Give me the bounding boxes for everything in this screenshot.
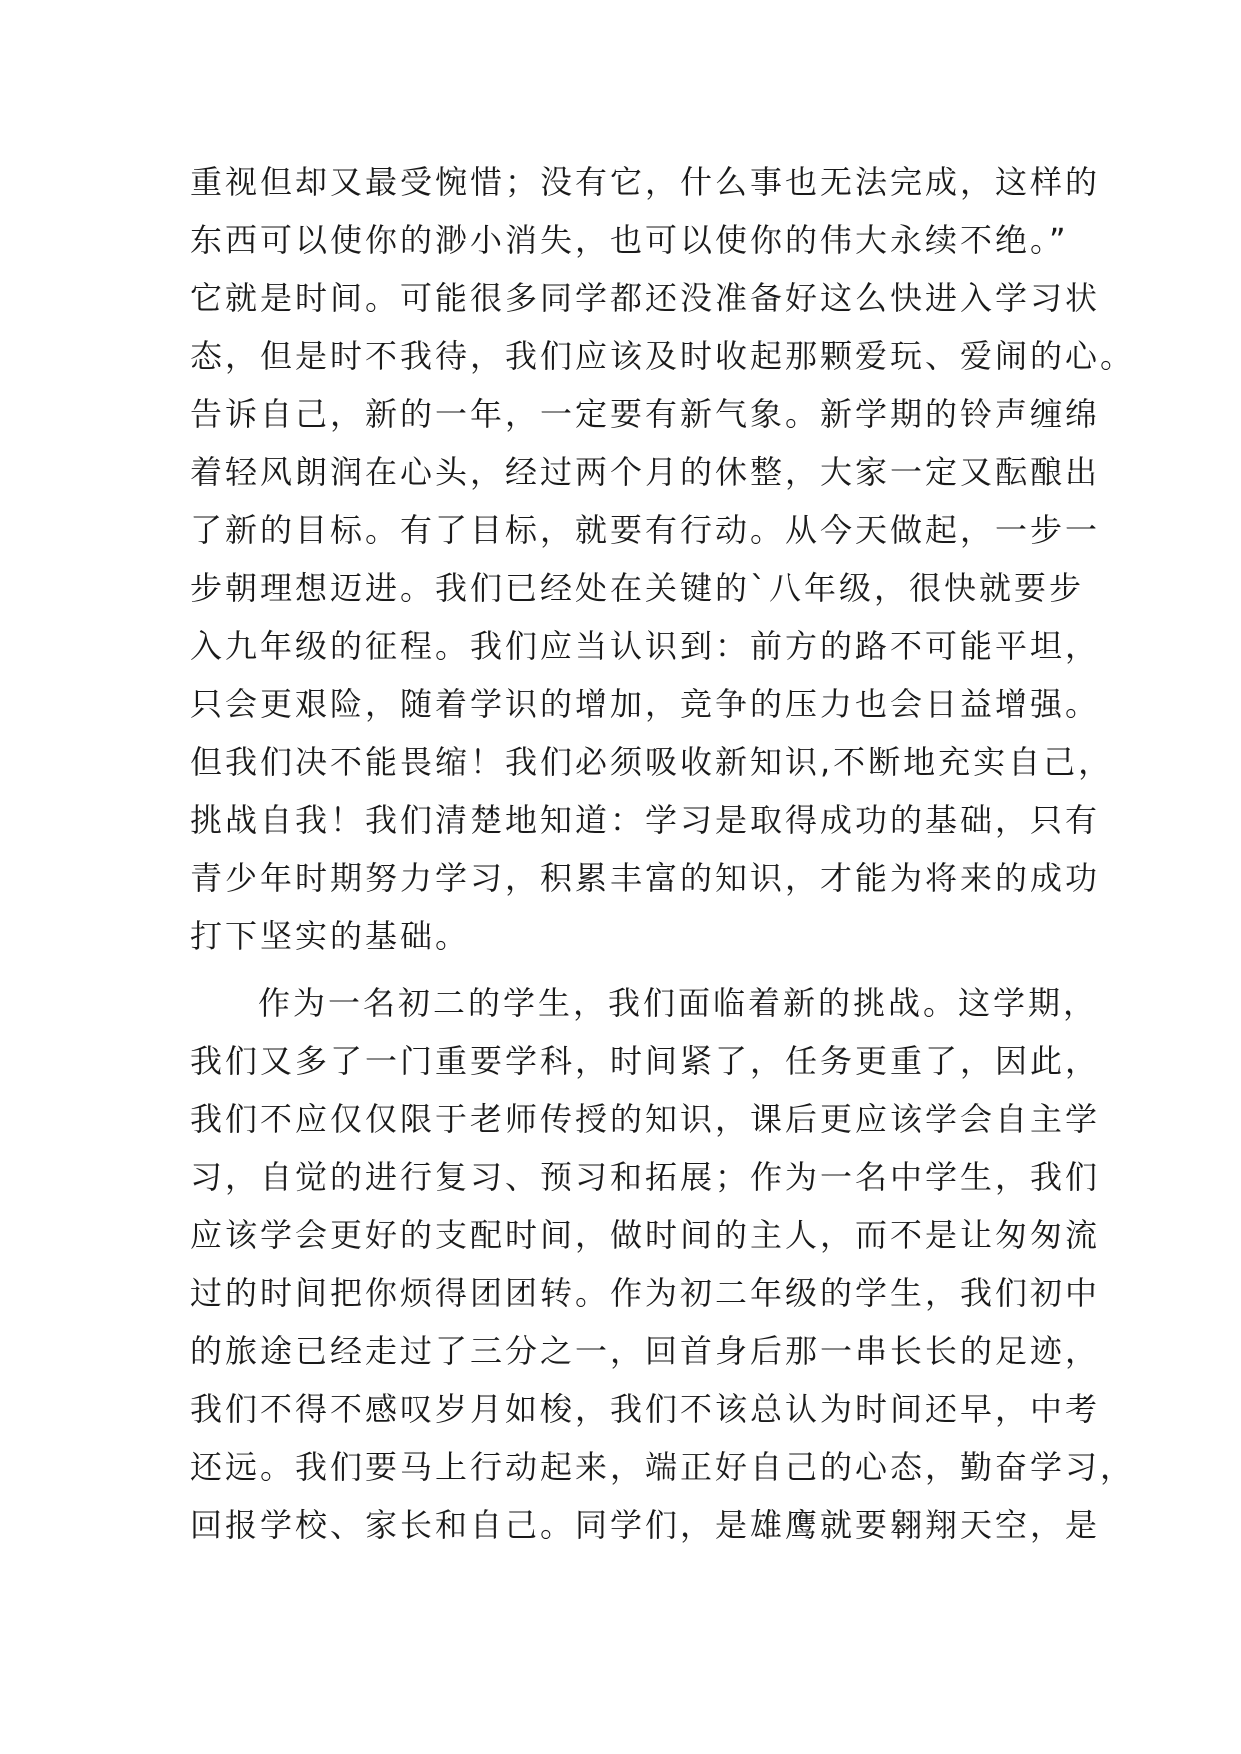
text-line: 我们不应仅仅限于老师传授的知识，课后更应该学会自主学 (190, 1100, 1101, 1138)
text-line: 打下坚实的基础。 (190, 917, 471, 955)
text-line: 它就是时间。可能很多同学都还没准备好这么快进入学习状 (190, 279, 1101, 317)
body-text (190, 153, 1136, 1554)
paragraph (190, 974, 1136, 1554)
text-line: 东西可以使你的渺小消失，也可以使你的伟大永续不绝。” (190, 221, 1069, 259)
text-line: 还远。我们要马上行动起来，端正好自己的心态，勤奋学习， (190, 1448, 1136, 1486)
text-line: 步朝理想迈进。我们已经处在关键的`八年级，很快就要步 (190, 569, 1085, 607)
text-line: 习，自觉的进行复习、预习和拓展；作为一名中学生，我们 (190, 1158, 1101, 1196)
text-line: 入九年级的征程。我们应当认识到：前方的路不可能平坦， (190, 627, 1101, 665)
text-line: 告诉自己，新的一年，一定要有新气象。新学期的铃声缠绵 (190, 395, 1101, 433)
text-line: 重视但却又最受惋惜；没有它，什么事也无法完成，这样的 (190, 163, 1101, 201)
text-line: 挑战自我！我们清楚地知道：学习是取得成功的基础，只有 (190, 801, 1101, 839)
text-line: 回报学校、家长和自己。同学们，是雄鹰就要翱翔天空，是 (190, 1506, 1101, 1544)
text-line: 青少年时期努力学习，积累丰富的知识，才能为将来的成功 (190, 859, 1101, 897)
text-line: 我们又多了一门重要学科，时间紧了，任务更重了，因此， (190, 1042, 1101, 1080)
text-line: 的旅途已经走过了三分之一，回首身后那一串长长的足迹， (190, 1332, 1101, 1370)
text-line: 了新的目标。有了目标，就要有行动。从今天做起，一步一 (190, 511, 1101, 549)
text-line: 应该学会更好的支配时间，做时间的主人，而不是让匆匆流 (190, 1216, 1101, 1254)
text-line: 着轻风朗润在心头，经过两个月的休整，大家一定又酝酿出 (190, 453, 1101, 491)
text-line: 态，但是时不我待，我们应该及时收起那颗爱玩、爱闹的心。 (190, 337, 1136, 375)
text-line: 但我们决不能畏缩！我们必须吸收新知识,不断地充实自己， (190, 743, 1114, 781)
paragraph-spacer (190, 965, 1070, 974)
paragraph (190, 153, 1136, 965)
text-line: 作为一名初二的学生，我们面临着新的挑战。这学期， (258, 984, 1099, 1022)
text-line: 我们不得不感叹岁月如梭，我们不该总认为时间还早，中考 (190, 1390, 1101, 1428)
text-line: 过的时间把你烦得团团转。作为初二年级的学生，我们初中 (190, 1274, 1101, 1312)
text-line: 只会更艰险，随着学识的增加，竞争的压力也会日益增强。 (190, 685, 1101, 723)
